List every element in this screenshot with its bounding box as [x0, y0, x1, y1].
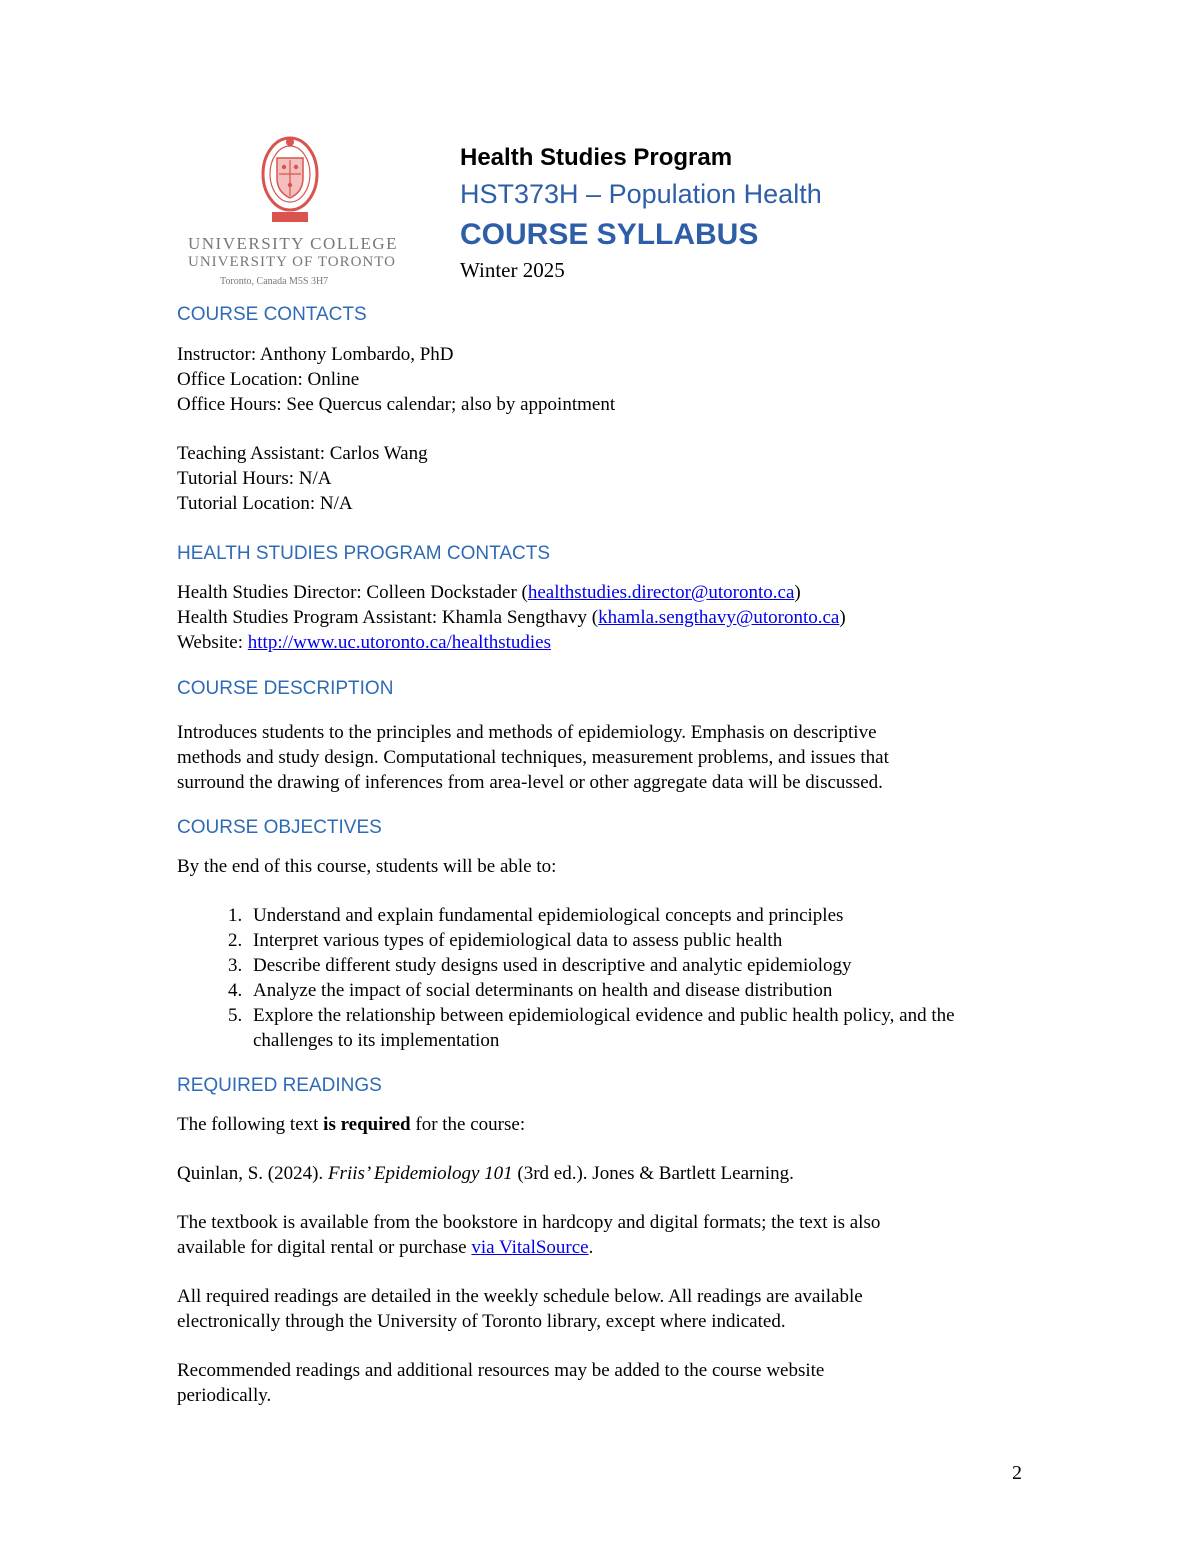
program-contacts-heading: HEALTH STUDIES PROGRAM CONTACTS: [177, 543, 550, 564]
citation-title: Friis’ Epidemiology 101: [327, 1163, 513, 1184]
director-email-link[interactable]: healthstudies.director@utoronto.ca: [527, 582, 795, 603]
close-paren: ): [839, 607, 846, 628]
required-text-bold: is required: [323, 1114, 411, 1135]
director-label: Health Studies Director: Colleen Dockstader (: [177, 582, 528, 603]
objective-item: 5. Explore the relationship between epidemiological evidence and public health policy, and the challenges to its implementation: [247, 1003, 1037, 1053]
textbook-availability-line: The textbook is available from the bookstore in hardcopy and digital formats; the text is also: [177, 1212, 881, 1233]
assistant-email-link[interactable]: khamla.sengthavy@utoronto.ca: [598, 607, 840, 628]
course-contacts-section: [177, 302, 1037, 516]
textbook-citation: [177, 1161, 1037, 1186]
objectives-intro: By the end of this course, students will be able to:: [177, 856, 557, 877]
objective-item: 1. Understand and explain fundamental epidemiological concepts and principles: [247, 903, 1037, 928]
teaching-assistant: Teaching Assistant: Carlos Wang: [177, 443, 428, 464]
vitalsource-link[interactable]: via VitalSource: [471, 1237, 589, 1258]
program-name: Health Studies Program: [460, 144, 733, 171]
course-objectives-heading: COURSE OBJECTIVES: [177, 817, 382, 838]
required-text-pre: The following text: [177, 1114, 324, 1135]
description-line: Introduces students to the principles and methods of epidemiology. Emphasis on descriptive: [177, 722, 877, 743]
assistant-label: Health Studies Program Assistant: Khamla Sengthavy (: [177, 607, 599, 628]
syllabus-title: COURSE SYLLABUS: [460, 218, 759, 251]
description-line: surround the drawing of inferences from area-level or other aggregate data will be discussed.: [177, 772, 883, 793]
readings-detail-line: All required readings are detailed in the weekly schedule below. All readings are available: [177, 1286, 863, 1307]
recommended-readings-line: periodically.: [177, 1385, 272, 1406]
tutorial-location: Tutorial Location: N/A: [177, 493, 353, 514]
director-line: [177, 580, 1037, 605]
university-college-logo: [186, 130, 398, 290]
close-paren: ): [794, 582, 801, 603]
citation-publisher: (3rd ed.). Jones & Bartlett Learning.: [512, 1163, 794, 1184]
citation-author: Quinlan, S. (2024).: [177, 1163, 328, 1184]
course-description-heading: COURSE DESCRIPTION: [177, 678, 394, 699]
readings-detail-line: electronically through the University of Toronto library, except where indicated.: [177, 1311, 786, 1332]
logo-line-university-of-toronto: UNIVERSITY OF TORONTO: [188, 254, 396, 270]
objective-item: 4. Analyze the impact of social determinants on health and disease distribution: [247, 978, 1037, 1003]
objectives-list: [177, 903, 1037, 1053]
syllabus-content: [177, 302, 1037, 1408]
page-number: 2: [1012, 1462, 1022, 1484]
required-readings-section: [177, 1073, 1037, 1408]
description-line: methods and study design. Computational techniques, measurement problems, and issues that: [177, 747, 889, 768]
course-title: HST373H – Population Health: [460, 179, 822, 209]
course-contacts-heading: COURSE CONTACTS: [177, 304, 367, 325]
textbook-availability-pre: available for digital rental or purchase: [177, 1237, 472, 1258]
objective-item: 2. Interpret various types of epidemiological data to assess public health: [247, 928, 1037, 953]
website-label: Website:: [177, 632, 248, 653]
required-text-line: [177, 1112, 1037, 1137]
office-hours: Office Hours: See Quercus calendar; also by appointment: [177, 394, 616, 415]
course-objectives-section: [177, 815, 1037, 1053]
recommended-readings-line: Recommended readings and additional resources may be added to the course website: [177, 1360, 825, 1381]
website-link[interactable]: http://www.uc.utoronto.ca/healthstudies: [247, 632, 552, 653]
required-text-post: for the course:: [410, 1114, 526, 1135]
assistant-line: [177, 605, 1037, 630]
office-location: Office Location: Online: [177, 369, 360, 390]
logo-line-address: Toronto, Canada M5S 3H7: [220, 276, 329, 287]
textbook-availability-post: .: [588, 1237, 594, 1258]
objective-item: 3. Describe different study designs used in descriptive and analytic epidemiology: [247, 953, 1037, 978]
website-line: [177, 630, 1037, 655]
textbook-availability-line: [177, 1235, 1037, 1260]
tutorial-hours: Tutorial Hours: N/A: [177, 468, 332, 489]
program-contacts-section: [177, 541, 1037, 655]
required-readings-heading: REQUIRED READINGS: [177, 1075, 382, 1096]
course-description-section: [177, 676, 1037, 795]
term: Winter 2025: [460, 258, 565, 282]
logo-line-university-college: UNIVERSITY COLLEGE: [188, 234, 399, 253]
instructor: Instructor: Anthony Lombardo, PhD: [177, 344, 454, 365]
university-crest-icon: [260, 134, 320, 228]
